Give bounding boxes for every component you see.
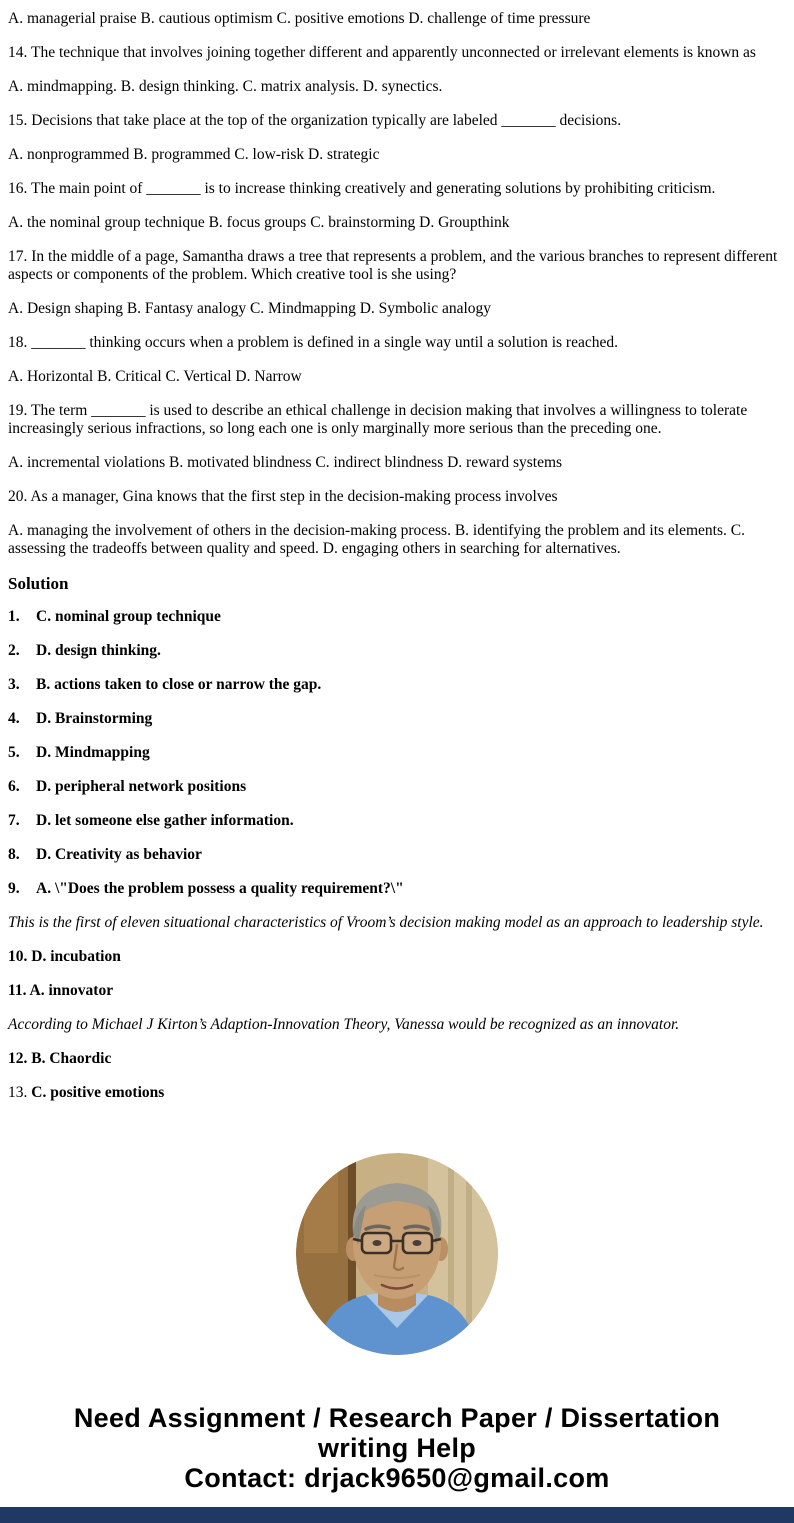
question-text: A. Design shaping B. Fantasy analogy C. Mindmapping D. Symbolic analogy bbox=[8, 300, 492, 317]
question-text: 18. _______ thinking occurs when a problem is defined in a single way until a solution is reached. bbox=[8, 334, 618, 351]
promo-contact-email: Contact: drjack9650@gmail.com bbox=[184, 1463, 610, 1493]
answer-text: B. actions taken to close or narrow the gap. bbox=[36, 676, 322, 693]
solution-notes-section bbox=[8, 914, 780, 1102]
answer-number: 6. bbox=[8, 778, 20, 795]
tutor-photo-graphic bbox=[296, 1153, 498, 1355]
answer-item bbox=[8, 744, 780, 762]
answer-number: 1. bbox=[8, 608, 20, 625]
promo-text-block bbox=[27, 1403, 767, 1493]
solution-heading: Solution bbox=[8, 574, 69, 593]
answer-item bbox=[8, 778, 780, 796]
answer-text: D. design thinking. bbox=[36, 642, 161, 659]
answer-item bbox=[8, 1084, 780, 1102]
answer-number: 9. bbox=[8, 880, 20, 897]
question-text: 14. The technique that involves joining together different and apparently unconnected or irrelevant elements is known as bbox=[8, 44, 756, 61]
answer-number: 5. bbox=[8, 744, 20, 761]
question-text: A. incremental violations B. motivated blindness C. indirect blindness D. reward systems bbox=[8, 454, 563, 471]
answer-item bbox=[8, 642, 780, 660]
answer-item bbox=[8, 846, 780, 864]
promo-section bbox=[0, 1153, 794, 1523]
explanation-note: According to Michael J Kirton’s Adaption-Innovation Theory, Vanessa would be recognized as an innovator. bbox=[8, 1016, 680, 1033]
tutor-avatar bbox=[296, 1153, 498, 1355]
bottom-accent-bar bbox=[0, 1507, 794, 1523]
question-text: A. nonprogrammed B. programmed C. low-risk D. strategic bbox=[8, 146, 380, 163]
answer-number: 13. bbox=[8, 1084, 32, 1101]
answer-item bbox=[8, 676, 780, 694]
answer-number: 2. bbox=[8, 642, 20, 659]
answer-number: 3. bbox=[8, 676, 20, 693]
question-text: A. managing the involvement of others in the decision-making process. B. identifying the problem and its elements. C. assessing the tradeoffs between quality and speed. D. engaging others in searching for alternatives. bbox=[8, 522, 745, 557]
answer-text: C. nominal group technique bbox=[36, 608, 221, 625]
question-text: 17. In the middle of a page, Samantha draws a tree that represents a problem, and the various branches to represent different aspects or components of the problem. Which creative tool is she using? bbox=[8, 248, 778, 283]
questions-section bbox=[8, 10, 780, 558]
question-text: A. mindmapping. B. design thinking. C. matrix analysis. D. synectics. bbox=[8, 78, 443, 95]
answer-text: D. let someone else gather information. bbox=[36, 812, 294, 829]
question-text: 16. The main point of _______ is to increase thinking creatively and generating solutions by prohibiting criticism. bbox=[8, 180, 716, 197]
answer-item: 11. A. innovator bbox=[8, 982, 114, 999]
answer-item bbox=[8, 812, 780, 830]
explanation-note: This is the first of eleven situational characteristics of Vroom’s decision making model as an approach to leadership style. bbox=[8, 914, 764, 931]
answer-item: 12. B. Chaordic bbox=[8, 1050, 112, 1067]
answer-text: D. Brainstorming bbox=[36, 710, 153, 727]
question-text: A. the nominal group technique B. focus groups C. brainstorming D. Groupthink bbox=[8, 214, 510, 231]
question-text: A. Horizontal B. Critical C. Vertical D. Narrow bbox=[8, 368, 302, 385]
answer-text: C. positive emotions bbox=[31, 1084, 165, 1101]
question-text: 15. Decisions that take place at the top of the organization typically are labeled _______ decisions. bbox=[8, 112, 622, 129]
question-text: 19. The term _______ is used to describe an ethical challenge in decision making that involves a willingness to tolerate increasingly serious infractions, so long each one is only marginally more serious than the preceding one. bbox=[8, 402, 748, 437]
answer-text: D. peripheral network positions bbox=[36, 778, 247, 795]
promo-heading: Need Assignment / Research Paper / Dissertation writing Help bbox=[73, 1403, 721, 1463]
answer-item bbox=[8, 710, 780, 728]
answer-text: D. Creativity as behavior bbox=[36, 846, 202, 863]
answer-number: 8. bbox=[8, 846, 20, 863]
answer-text: D. Mindmapping bbox=[36, 744, 150, 761]
answer-number: 7. bbox=[8, 812, 20, 829]
answer-item bbox=[8, 608, 780, 626]
answer-item: 10. D. incubation bbox=[8, 948, 121, 965]
answer-item bbox=[8, 880, 780, 898]
answer-text: A. \"Does the problem possess a quality requirement?\" bbox=[36, 880, 404, 897]
question-text: A. managerial praise B. cautious optimism C. positive emotions D. challenge of time pressure bbox=[8, 10, 591, 27]
numbered-answers-section bbox=[8, 608, 780, 898]
answer-number: 4. bbox=[8, 710, 20, 727]
question-text: 20. As a manager, Gina knows that the first step in the decision-making process involves bbox=[8, 488, 558, 505]
